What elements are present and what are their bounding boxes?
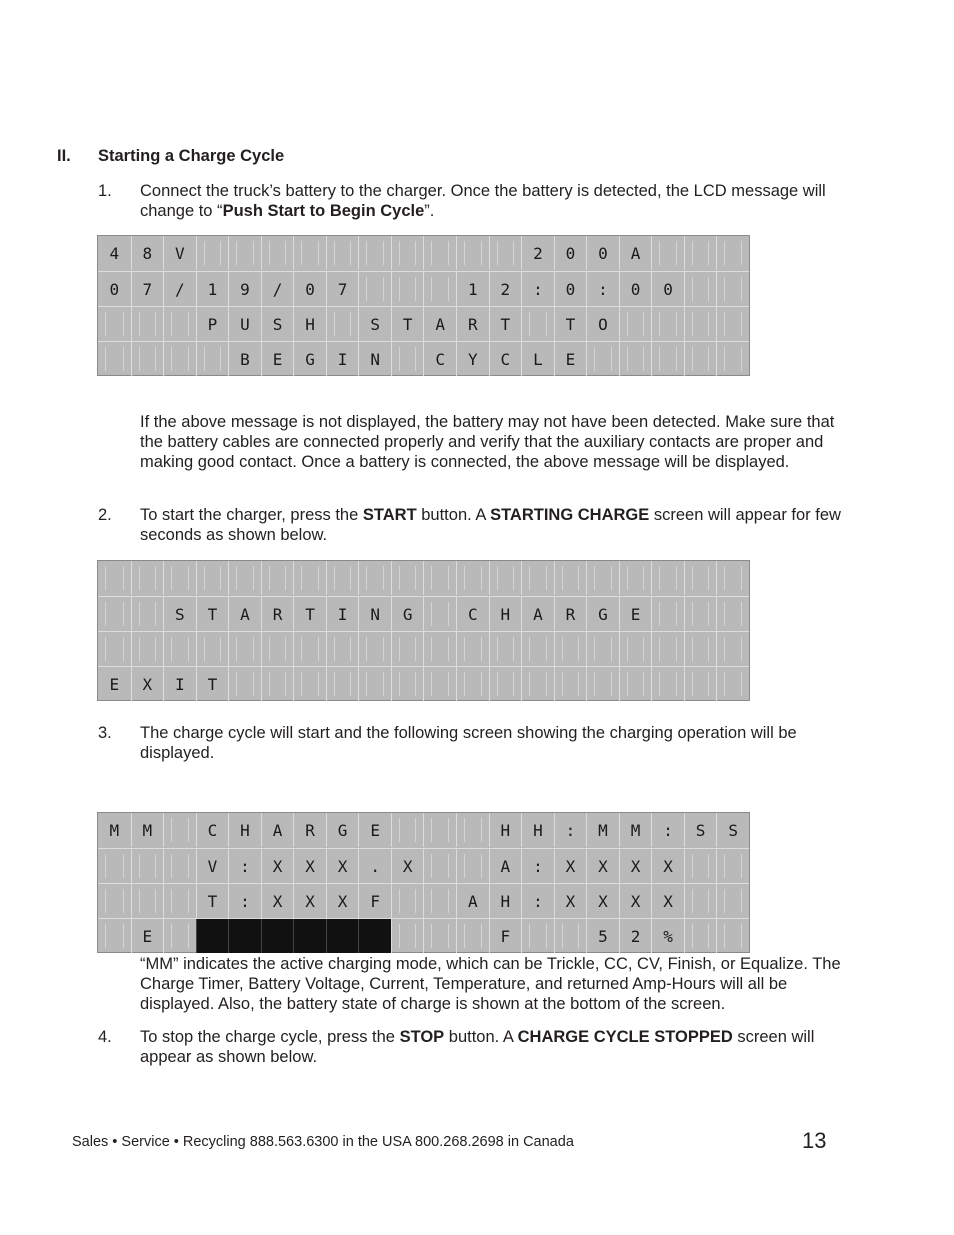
lcd-cell: [586, 342, 619, 376]
lcd-cell: E: [358, 813, 391, 847]
lcd-cell: [423, 632, 456, 666]
lcd-cell: [293, 561, 326, 595]
lcd-cell: R: [293, 813, 326, 847]
lcd-cell: S: [358, 307, 391, 341]
lcd-cell: [131, 342, 164, 376]
lcd-cell: [716, 272, 749, 306]
lcd-cell: H: [489, 597, 522, 631]
lcd-cell: I: [326, 342, 359, 376]
lcd-row: [98, 813, 749, 848]
lcd-cell: H: [293, 307, 326, 341]
step-text: button. A: [444, 1028, 518, 1046]
lcd-cell: 0: [554, 272, 587, 306]
lcd-cell: H: [228, 813, 261, 847]
lcd-cell: [98, 884, 131, 918]
lcd-cell: A: [456, 884, 489, 918]
lcd-cell: 1: [196, 272, 229, 306]
lcd-cell: [196, 632, 229, 666]
lcd-cell: [358, 272, 391, 306]
lcd-cell: 5: [586, 919, 619, 953]
lcd-cell: [456, 919, 489, 953]
lcd-cell: [586, 667, 619, 701]
lcd-cell: [684, 597, 717, 631]
lcd-cell: [456, 236, 489, 270]
lcd-cell: [651, 307, 684, 341]
lcd-cell: S: [261, 307, 294, 341]
lcd-cell: 2: [521, 236, 554, 270]
step-text: ”.: [424, 202, 435, 220]
lcd-cell: T: [293, 597, 326, 631]
lcd-cell: [684, 272, 717, 306]
lcd-cell: [228, 236, 261, 270]
lcd-cell: [423, 884, 456, 918]
lcd-cell: M: [586, 813, 619, 847]
lcd-cell: [619, 307, 652, 341]
lcd-cell: [228, 667, 261, 701]
lcd-cell: 0: [554, 236, 587, 270]
lcd-row: [98, 306, 749, 341]
lcd-cell: G: [586, 597, 619, 631]
step-4: [98, 1027, 848, 1067]
lcd-cell: 0: [109, 279, 120, 299]
lcd-screen-charging: [97, 812, 750, 953]
lcd-cell: [651, 667, 684, 701]
section-heading: [57, 147, 284, 166]
note-paragraph: If the above message is not displayed, the battery may not have been detected. Make sure that the battery cables are connected properly and verify that the auxiliary contacts are proper and making good contact. Once a battery is connected, the above message will be displayed.: [140, 413, 835, 471]
lcd-cell: A: [423, 307, 456, 341]
lcd-cell: [554, 561, 587, 595]
lcd-cell: [261, 667, 294, 701]
lcd-cell: X: [293, 849, 326, 883]
lcd-cell: [716, 307, 749, 341]
lcd-cell: [261, 919, 294, 953]
lcd-cell: V: [163, 236, 196, 270]
lcd-cell: T: [196, 667, 229, 701]
lcd-cell: [261, 561, 294, 595]
lcd-cell: 0: [293, 272, 326, 306]
lcd-cell: [131, 307, 164, 341]
lcd-cell: [163, 342, 196, 376]
lcd-cell: :: [521, 884, 554, 918]
lcd-cell: A: [489, 849, 522, 883]
lcd-cell: [391, 884, 424, 918]
lcd-cell: [521, 667, 554, 701]
lcd-cell: E: [131, 919, 164, 953]
lcd-cell: [163, 884, 196, 918]
lcd-cell: M: [619, 813, 652, 847]
lcd-cell: X: [261, 884, 294, 918]
lcd-cell: C: [196, 813, 229, 847]
lcd-cell: [489, 632, 522, 666]
lcd-cell: [423, 597, 456, 631]
lcd-cell: [163, 632, 196, 666]
lcd-cell: [684, 884, 717, 918]
lcd-cell: E: [261, 342, 294, 376]
lcd-cell: [651, 597, 684, 631]
lcd-cell: [423, 849, 456, 883]
step-bold-text: STARTING CHARGE: [490, 506, 650, 524]
lcd-cell: N: [358, 342, 391, 376]
lcd-cell: [326, 919, 359, 953]
lcd-cell: [423, 667, 456, 701]
lcd-cell: 2: [619, 919, 652, 953]
step-2: [98, 505, 848, 545]
lcd-cell: [131, 561, 164, 595]
lcd-cell: [261, 632, 294, 666]
lcd-cell: T: [196, 597, 229, 631]
lcd-cell: [423, 236, 456, 270]
step-number: 1.: [98, 182, 112, 200]
lcd-cell: [326, 561, 359, 595]
page-number: 13: [802, 1128, 827, 1153]
lcd-cell: A: [228, 597, 261, 631]
lcd-cell: [163, 307, 196, 341]
lcd-cell: [716, 561, 749, 595]
lcd-cell: T: [196, 884, 229, 918]
lcd-cell: [423, 272, 456, 306]
lcd-cell: X: [619, 849, 652, 883]
lcd-cell: [98, 919, 131, 953]
lcd-cell: X: [554, 849, 587, 883]
lcd-cell: [456, 813, 489, 847]
lcd-cell: Y: [456, 342, 489, 376]
lcd-cell: T: [391, 307, 424, 341]
lcd-cell: [554, 632, 587, 666]
lcd-cell: 0: [586, 236, 619, 270]
lcd-cell: [716, 342, 749, 376]
lcd-cell: :: [521, 849, 554, 883]
lcd-cell: [163, 813, 196, 847]
lcd-cell: [554, 667, 587, 701]
lcd-cell: [391, 667, 424, 701]
lcd-cell: [358, 561, 391, 595]
lcd-cell: :: [651, 813, 684, 847]
lcd-row: [98, 631, 749, 666]
section-number: II.: [57, 147, 71, 165]
lcd-cell: G: [326, 813, 359, 847]
step-text: The charge cycle will start and the following screen showing the charging operation will be displayed.: [140, 724, 797, 762]
step-text: To start the charger, press the: [140, 506, 363, 524]
lcd-cell: [456, 632, 489, 666]
lcd-cell: [391, 236, 424, 270]
lcd-cell: S: [684, 813, 717, 847]
lcd-cell: [716, 632, 749, 666]
lcd-cell: [98, 632, 131, 666]
lcd-row: [98, 848, 749, 883]
lcd-cell: X: [261, 849, 294, 883]
lcd-cell: X: [554, 884, 587, 918]
lcd-cell: [586, 561, 619, 595]
lcd-row: [98, 596, 749, 631]
lcd-cell: [293, 236, 326, 270]
lcd-cell: [684, 342, 717, 376]
lcd-cell: G: [293, 342, 326, 376]
step-bold-text: STOP: [399, 1028, 445, 1046]
lcd-cell: H: [489, 884, 522, 918]
step-number: 3.: [98, 724, 112, 742]
section-title: Starting a Charge Cycle: [98, 147, 285, 165]
lcd-cell: C: [423, 342, 456, 376]
lcd-cell: [716, 236, 749, 270]
lcd-cell: N: [358, 597, 391, 631]
lcd-cell: [489, 667, 522, 701]
lcd-cell: E: [619, 597, 652, 631]
lcd-cell: [98, 561, 131, 595]
lcd-cell: [98, 849, 131, 883]
lcd-cell: [619, 342, 652, 376]
lcd-row: [98, 341, 749, 376]
lcd-cell: S: [716, 813, 749, 847]
lcd-cell: L: [521, 342, 554, 376]
lcd-cell: [554, 919, 587, 953]
lcd-screen-push-start: [97, 235, 750, 376]
lcd-cell: [456, 667, 489, 701]
lcd-cell: 7: [131, 272, 164, 306]
lcd-cell: [391, 813, 424, 847]
lcd-cell: [131, 849, 164, 883]
lcd-cell: [684, 307, 717, 341]
lcd-cell: [716, 884, 749, 918]
lcd-cell: T: [489, 307, 522, 341]
step-text: screen will appear as shown below.: [140, 1028, 815, 1066]
lcd-row: [98, 883, 749, 918]
lcd-cell: A: [619, 236, 652, 270]
lcd-cell: [228, 632, 261, 666]
lcd-cell: [619, 632, 652, 666]
lcd-cell: [163, 561, 196, 595]
step-text: screen will appear for few seconds as shown below.: [140, 506, 841, 544]
lcd-cell: %: [651, 919, 684, 953]
lcd-cell: [489, 236, 522, 270]
lcd-cell: [716, 597, 749, 631]
lcd-cell: [684, 849, 717, 883]
lcd-cell: X: [293, 884, 326, 918]
lcd-cell: 7: [326, 272, 359, 306]
lcd-cell: X: [586, 884, 619, 918]
lcd-cell: [489, 561, 522, 595]
step-text: To stop the charge cycle, press the: [140, 1028, 400, 1046]
lcd-cell: [391, 561, 424, 595]
lcd-cell: [716, 919, 749, 953]
lcd-cell: /: [163, 272, 196, 306]
lcd-cell: 8: [131, 236, 164, 270]
lcd-cell: [98, 307, 131, 341]
lcd-cell: [521, 919, 554, 953]
lcd-cell: 9: [228, 272, 261, 306]
lcd-cell: [684, 236, 717, 270]
lcd-cell: T: [554, 307, 587, 341]
lcd-cell: A: [261, 813, 294, 847]
lcd-row: [98, 918, 749, 953]
lcd-cell: M: [109, 820, 120, 840]
step-number: 2.: [98, 506, 112, 524]
lcd-cell: [358, 919, 391, 953]
lcd-cell: [684, 561, 717, 595]
lcd-cell: R: [261, 597, 294, 631]
step-3: [98, 723, 848, 763]
lcd-cell: [358, 632, 391, 666]
lcd-cell: [716, 849, 749, 883]
lcd-cell: X: [391, 849, 424, 883]
lcd-cell: I: [326, 597, 359, 631]
lcd-cell: 1: [456, 272, 489, 306]
lcd-cell: E: [554, 342, 587, 376]
lcd-cell: [228, 561, 261, 595]
lcd-cell: F: [358, 884, 391, 918]
lcd-cell: [651, 236, 684, 270]
lcd-cell: [261, 236, 294, 270]
lcd-cell: H: [521, 813, 554, 847]
lcd-row: [98, 271, 749, 306]
lcd-cell: B: [228, 342, 261, 376]
lcd-cell: C: [489, 342, 522, 376]
lcd-cell: [521, 307, 554, 341]
lcd-cell: [228, 919, 261, 953]
lcd-cell: [651, 632, 684, 666]
lcd-row: [98, 666, 749, 701]
lcd-cell: [131, 597, 164, 631]
lcd-cell: [456, 561, 489, 595]
lcd-cell: :: [554, 813, 587, 847]
lcd-cell: X: [586, 849, 619, 883]
lcd-cell: [196, 919, 229, 953]
lcd-cell: [423, 919, 456, 953]
lcd-cell: X: [326, 884, 359, 918]
lcd-cell: [423, 813, 456, 847]
lcd-cell: [619, 561, 652, 595]
lcd-cell: :: [586, 272, 619, 306]
lcd-row: [98, 561, 749, 596]
lcd-cell: [163, 849, 196, 883]
lcd-cell: A: [521, 597, 554, 631]
lcd-cell: [423, 561, 456, 595]
lcd-cell: R: [554, 597, 587, 631]
lcd-cell: M: [131, 813, 164, 847]
step-text: button. A: [416, 506, 491, 524]
lcd-cell: [163, 919, 196, 953]
lcd-cell: H: [489, 813, 522, 847]
lcd-cell: V: [196, 849, 229, 883]
lcd-cell: [391, 632, 424, 666]
lcd-cell: 0: [651, 272, 684, 306]
lcd-cell: S: [163, 597, 196, 631]
lcd-cell: [196, 561, 229, 595]
note-paragraph: “MM” indicates the active charging mode, which can be Trickle, CC, CV, Finish, or Equalize. The Charge Timer, Battery Voltage, Current, Temperature, and returned Amp-Hours will all be displayed. Also, the battery state of charge is shown at the bottom of the screen.: [140, 955, 841, 1013]
lcd-cell: X: [326, 849, 359, 883]
lcd-cell: [326, 307, 359, 341]
lcd-cell: [651, 342, 684, 376]
footer-contact: Sales • Service • Recycling 888.563.6300 in the USA 800.268.2698 in Canada: [72, 1134, 574, 1150]
lcd-cell: /: [261, 272, 294, 306]
lcd-cell: X: [619, 884, 652, 918]
lcd-cell: O: [586, 307, 619, 341]
lcd-cell: :: [228, 884, 261, 918]
lcd-cell: [586, 632, 619, 666]
step-1: [98, 181, 848, 221]
lcd-cell: I: [163, 667, 196, 701]
lcd-cell: [131, 884, 164, 918]
lcd-cell: [521, 632, 554, 666]
step-bold-text: CHARGE CYCLE STOPPED: [517, 1028, 733, 1046]
lcd-cell: [293, 919, 326, 953]
lcd-cell: :: [228, 849, 261, 883]
lcd-cell: [98, 597, 131, 631]
lcd-row: [98, 236, 749, 271]
lcd-cell: 2: [489, 272, 522, 306]
lcd-cell: [293, 632, 326, 666]
lcd-cell: [651, 561, 684, 595]
lcd-cell: [131, 632, 164, 666]
lcd-cell: [358, 667, 391, 701]
lcd-cell: [391, 342, 424, 376]
step-bold-text: START: [362, 506, 417, 524]
lcd-cell: 4: [109, 243, 120, 263]
lcd-screen-starting-charge: [97, 560, 750, 701]
lcd-cell: X: [651, 884, 684, 918]
lcd-cell: E: [109, 674, 120, 694]
lcd-cell: [684, 667, 717, 701]
lcd-cell: R: [456, 307, 489, 341]
lcd-cell: [358, 236, 391, 270]
lcd-cell: [684, 632, 717, 666]
lcd-cell: [391, 919, 424, 953]
lcd-cell: :: [521, 272, 554, 306]
lcd-cell: [293, 667, 326, 701]
lcd-cell: [326, 236, 359, 270]
lcd-cell: X: [131, 667, 164, 701]
step-text: Connect the truck’s battery to the charger. Once the battery is detected, the LCD message will change to “: [140, 182, 826, 220]
lcd-cell: X: [651, 849, 684, 883]
lcd-cell: [391, 272, 424, 306]
lcd-cell: [326, 632, 359, 666]
lcd-cell: [684, 919, 717, 953]
lcd-cell: P: [196, 307, 229, 341]
lcd-cell: U: [228, 307, 261, 341]
step-bold-text: Push Start to Begin Cycle: [222, 202, 425, 220]
lcd-cell: .: [358, 849, 391, 883]
lcd-cell: [521, 561, 554, 595]
lcd-cell: [98, 342, 131, 376]
lcd-cell: F: [489, 919, 522, 953]
lcd-cell: C: [456, 597, 489, 631]
lcd-cell: [326, 667, 359, 701]
lcd-cell: [619, 667, 652, 701]
lcd-cell: [196, 236, 229, 270]
lcd-cell: [196, 342, 229, 376]
step-number: 4.: [98, 1028, 112, 1046]
lcd-cell: [716, 667, 749, 701]
lcd-cell: 0: [619, 272, 652, 306]
lcd-cell: G: [391, 597, 424, 631]
lcd-cell: [456, 849, 489, 883]
